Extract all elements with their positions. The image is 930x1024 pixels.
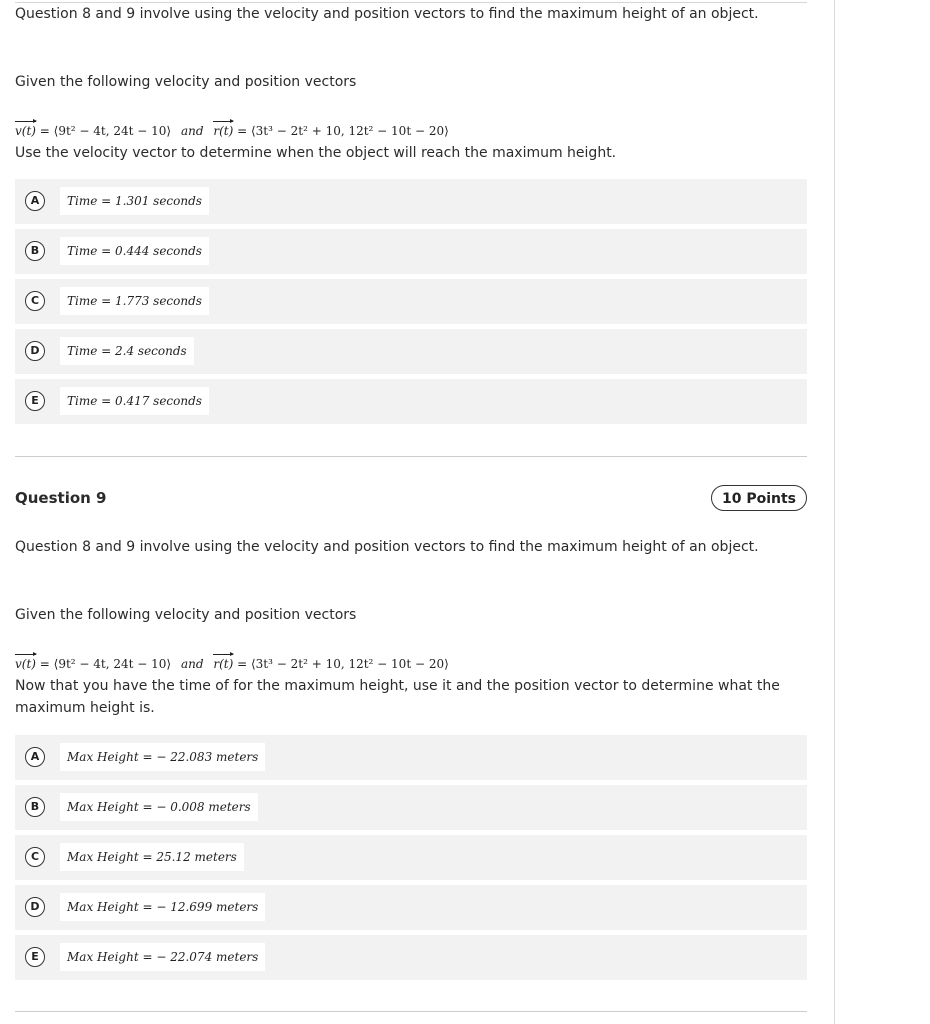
- q9-option-d[interactable]: [15, 885, 807, 930]
- q9-intro: Question 8 and 9 involve using the velocity and position vectors to find the maximum height of an object.: [15, 539, 759, 555]
- q8-intro: Question 8 and 9 involve using the velocity and position vectors to find the maximum height of an object.: [15, 6, 759, 22]
- right-panel-divider: [834, 0, 835, 1024]
- option-letter-badge: B: [25, 241, 45, 261]
- q9-given: Given the following velocity and position vectors: [15, 607, 357, 623]
- q8-formula: [15, 123, 449, 139]
- q9-formula: [15, 656, 449, 672]
- q8-v-name: v(t): [15, 124, 36, 138]
- q9-option-c[interactable]: [15, 835, 807, 880]
- q8-r-expr: = ⟨3t³ − 2t² + 10, 12t² − 10t − 20⟩: [237, 124, 449, 138]
- question-separator-bottom: [15, 1011, 807, 1012]
- q9-points-badge: 10 Points: [711, 485, 807, 511]
- option-letter-badge: C: [25, 291, 45, 311]
- option-letter-badge: E: [25, 391, 45, 411]
- q8-and: and: [180, 124, 204, 138]
- q8-option-a[interactable]: [15, 179, 807, 224]
- q9-and: and: [180, 657, 204, 671]
- q8-option-b[interactable]: [15, 229, 807, 274]
- option-letter-badge: E: [25, 947, 45, 967]
- question-separator: [15, 456, 807, 457]
- option-answer-text: Time = 0.417 seconds: [60, 387, 209, 415]
- option-answer-text: Time = 0.444 seconds: [60, 237, 209, 265]
- q8-r-name: r(t): [213, 124, 234, 138]
- q8-option-d[interactable]: [15, 329, 807, 374]
- option-letter-badge: A: [25, 191, 45, 211]
- q9-prompt: Now that you have the time of for the maximum height, use it and the position vector to determine what the maximum height is.: [15, 678, 780, 716]
- q8-v-expr: = ⟨9t² − 4t, 24t − 10⟩: [39, 124, 172, 138]
- q9-title: Question 9: [15, 489, 107, 507]
- q9-v-expr: = ⟨9t² − 4t, 24t − 10⟩: [39, 657, 172, 671]
- q8-option-c[interactable]: [15, 279, 807, 324]
- q9-options: [15, 735, 807, 985]
- q8-prompt: Use the velocity vector to determine when the object will reach the maximum height.: [15, 145, 617, 161]
- q9-r-expr: = ⟨3t³ − 2t² + 10, 12t² − 10t − 20⟩: [237, 657, 449, 671]
- option-answer-text: Max Height = − 22.083 meters: [60, 743, 265, 771]
- option-answer-text: Max Height = − 22.074 meters: [60, 943, 265, 971]
- q9-option-e[interactable]: [15, 935, 807, 980]
- q9-option-b[interactable]: [15, 785, 807, 830]
- option-letter-badge: C: [25, 847, 45, 867]
- q9-option-a[interactable]: [15, 735, 807, 780]
- option-letter-badge: A: [25, 747, 45, 767]
- option-letter-badge: D: [25, 897, 45, 917]
- q9-v-name: v(t): [15, 657, 36, 671]
- q9-r-name: r(t): [213, 657, 234, 671]
- option-letter-badge: B: [25, 797, 45, 817]
- option-letter-badge: D: [25, 341, 45, 361]
- option-answer-text: Max Height = − 0.008 meters: [60, 793, 258, 821]
- option-answer-text: Time = 1.773 seconds: [60, 287, 209, 315]
- option-answer-text: Max Height = 25.12 meters: [60, 843, 244, 871]
- q8-option-e[interactable]: [15, 379, 807, 424]
- option-answer-text: Max Height = − 12.699 meters: [60, 893, 265, 921]
- option-answer-text: Time = 2.4 seconds: [60, 337, 194, 365]
- option-answer-text: Time = 1.301 seconds: [60, 187, 209, 215]
- q8-given: Given the following velocity and position vectors: [15, 74, 357, 90]
- q8-options: [15, 179, 807, 429]
